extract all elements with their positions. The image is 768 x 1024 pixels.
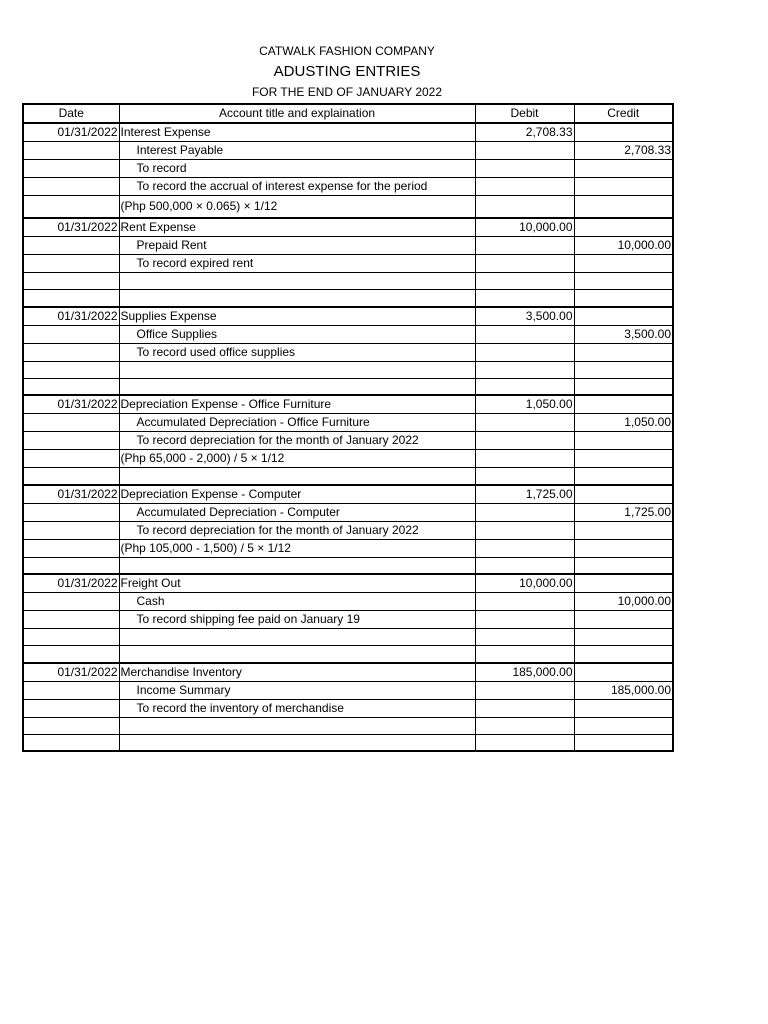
- cell-date: [23, 468, 119, 485]
- table-row: [23, 218, 673, 237]
- cell-date: 01/31/2022: [23, 395, 119, 414]
- cell-account: [119, 629, 475, 646]
- table-row: [23, 196, 673, 219]
- period-subtitle: FOR THE END OF JANUARY 2022: [251, 85, 443, 99]
- column-header-account: Account title and explaination: [119, 104, 475, 123]
- cell-debit: [475, 629, 574, 646]
- cell-account: [119, 468, 475, 485]
- cell-credit: [574, 574, 673, 593]
- cell-account: [119, 734, 475, 751]
- cell-credit: [574, 290, 673, 307]
- cell-account: Accumulated Depreciation - Office Furniture: [119, 414, 475, 432]
- cell-account: Interest Expense: [119, 123, 475, 142]
- cell-credit: 2,708.33: [574, 142, 673, 160]
- cell-debit: 2,708.33: [475, 123, 574, 142]
- cell-credit: [574, 734, 673, 751]
- cell-debit: [475, 255, 574, 273]
- table-row: [23, 273, 673, 290]
- cell-credit: [574, 663, 673, 682]
- cell-date: [23, 255, 119, 273]
- cell-account: Merchandise Inventory: [119, 663, 475, 682]
- cell-date: [23, 629, 119, 646]
- table-row: [23, 663, 673, 682]
- table-row: [23, 432, 673, 450]
- cell-debit: [475, 343, 574, 361]
- cell-account: To record shipping fee paid on January 19: [119, 611, 475, 629]
- cell-date: [23, 160, 119, 178]
- cell-credit: [574, 450, 673, 468]
- cell-credit: [574, 218, 673, 237]
- cell-credit: [574, 611, 673, 629]
- cell-account: Freight Out: [119, 574, 475, 593]
- cell-debit: [475, 237, 574, 255]
- cell-date: [23, 611, 119, 629]
- cell-debit: 10,000.00: [475, 574, 574, 593]
- table-row: [23, 485, 673, 504]
- cell-account: [119, 557, 475, 574]
- table-row: [23, 178, 673, 196]
- table-row: [23, 414, 673, 432]
- cell-debit: [475, 361, 574, 378]
- cell-credit: [574, 557, 673, 574]
- cell-account: To record the inventory of merchandise: [119, 699, 475, 717]
- cell-debit: [475, 432, 574, 450]
- cell-date: 01/31/2022: [23, 307, 119, 326]
- cell-date: [23, 378, 119, 395]
- column-header-date: Date: [23, 104, 119, 123]
- cell-debit: [475, 468, 574, 485]
- cell-date: [23, 699, 119, 717]
- cell-date: [23, 521, 119, 539]
- cell-debit: 1,725.00: [475, 485, 574, 504]
- table-row: [23, 450, 673, 468]
- table-row: [23, 557, 673, 574]
- cell-date: [23, 142, 119, 160]
- cell-debit: [475, 734, 574, 751]
- cell-credit: [574, 343, 673, 361]
- cell-account: [119, 290, 475, 307]
- cell-account: To record the accrual of interest expense for the period: [119, 178, 475, 196]
- cell-account: Cash: [119, 593, 475, 611]
- cell-date: [23, 503, 119, 521]
- cell-credit: [574, 539, 673, 557]
- cell-debit: [475, 646, 574, 663]
- cell-account: (Php 500,000 × 0.065) × 1/12: [119, 196, 475, 219]
- cell-account: Depreciation Expense - Computer: [119, 485, 475, 504]
- cell-date: [23, 273, 119, 290]
- table-row: [23, 361, 673, 378]
- table-row: [23, 378, 673, 395]
- table-row: [23, 325, 673, 343]
- table-row: [23, 142, 673, 160]
- cell-debit: [475, 521, 574, 539]
- cell-credit: [574, 468, 673, 485]
- cell-date: [23, 593, 119, 611]
- cell-debit: [475, 539, 574, 557]
- cell-date: [23, 196, 119, 219]
- table-row: [23, 574, 673, 593]
- table-row: [23, 503, 673, 521]
- document-title: ADUSTING ENTRIES: [273, 63, 421, 80]
- cell-credit: [574, 521, 673, 539]
- cell-debit: [475, 273, 574, 290]
- cell-debit: [475, 142, 574, 160]
- cell-account: Depreciation Expense - Office Furniture: [119, 395, 475, 414]
- cell-account: [119, 378, 475, 395]
- table-row: [23, 290, 673, 307]
- cell-credit: [574, 160, 673, 178]
- cell-credit: [574, 395, 673, 414]
- table-row: [23, 307, 673, 326]
- cell-date: [23, 681, 119, 699]
- column-header-debit: Debit: [475, 104, 574, 123]
- cell-account: (Php 105,000 - 1,500) / 5 × 1/12: [119, 539, 475, 557]
- cell-debit: 1,050.00: [475, 395, 574, 414]
- cell-date: [23, 432, 119, 450]
- cell-debit: [475, 593, 574, 611]
- cell-date: [23, 361, 119, 378]
- cell-credit: [574, 273, 673, 290]
- cell-account: [119, 646, 475, 663]
- table-row: [23, 395, 673, 414]
- table-row: [23, 646, 673, 663]
- cell-credit: [574, 178, 673, 196]
- cell-date: [23, 450, 119, 468]
- cell-credit: 1,725.00: [574, 503, 673, 521]
- table-row: [23, 611, 673, 629]
- cell-debit: [475, 557, 574, 574]
- cell-debit: [475, 196, 574, 219]
- cell-credit: [574, 646, 673, 663]
- cell-credit: 185,000.00: [574, 681, 673, 699]
- cell-date: 01/31/2022: [23, 485, 119, 504]
- cell-debit: [475, 450, 574, 468]
- table-row: [23, 237, 673, 255]
- cell-date: [23, 178, 119, 196]
- cell-account: (Php 65,000 - 2,000) / 5 × 1/12: [119, 450, 475, 468]
- cell-date: [23, 717, 119, 734]
- cell-account: [119, 361, 475, 378]
- table-row: [23, 160, 673, 178]
- table-row: [23, 255, 673, 273]
- cell-account: [119, 717, 475, 734]
- cell-debit: [475, 699, 574, 717]
- cell-account: Interest Payable: [119, 142, 475, 160]
- cell-date: 01/31/2022: [23, 663, 119, 682]
- cell-credit: 3,500.00: [574, 325, 673, 343]
- cell-date: 01/31/2022: [23, 574, 119, 593]
- cell-date: [23, 325, 119, 343]
- cell-credit: [574, 361, 673, 378]
- table-row: [23, 629, 673, 646]
- cell-date: [23, 646, 119, 663]
- cell-debit: 3,500.00: [475, 307, 574, 326]
- cell-account: Office Supplies: [119, 325, 475, 343]
- cell-account: To record: [119, 160, 475, 178]
- cell-debit: [475, 378, 574, 395]
- cell-debit: [475, 160, 574, 178]
- cell-date: 01/31/2022: [23, 123, 119, 142]
- cell-account: Prepaid Rent: [119, 237, 475, 255]
- cell-debit: [475, 414, 574, 432]
- cell-debit: 185,000.00: [475, 663, 574, 682]
- cell-debit: [475, 611, 574, 629]
- adjusting-entries-table: [22, 103, 674, 752]
- table-row: [23, 123, 673, 142]
- cell-debit: [475, 178, 574, 196]
- table-row: [23, 521, 673, 539]
- cell-date: 01/31/2022: [23, 218, 119, 237]
- table-row: [23, 734, 673, 751]
- table-row: [23, 699, 673, 717]
- cell-date: [23, 557, 119, 574]
- cell-debit: [475, 681, 574, 699]
- cell-account: Supplies Expense: [119, 307, 475, 326]
- cell-account: Accumulated Depreciation - Computer: [119, 503, 475, 521]
- cell-account: To record depreciation for the month of January 2022: [119, 432, 475, 450]
- table-row: [23, 539, 673, 557]
- table-row: [23, 681, 673, 699]
- cell-credit: [574, 629, 673, 646]
- cell-date: [23, 539, 119, 557]
- table-row: [23, 468, 673, 485]
- column-header-credit: Credit: [574, 104, 673, 123]
- table-row: [23, 593, 673, 611]
- cell-debit: [475, 325, 574, 343]
- cell-debit: 10,000.00: [475, 218, 574, 237]
- cell-debit: [475, 503, 574, 521]
- cell-credit: 1,050.00: [574, 414, 673, 432]
- cell-date: [23, 414, 119, 432]
- table-body: [23, 123, 673, 751]
- cell-account: To record used office supplies: [119, 343, 475, 361]
- table-row: [23, 717, 673, 734]
- table-header-row: [23, 104, 673, 123]
- cell-account: To record depreciation for the month of January 2022: [119, 521, 475, 539]
- cell-debit: [475, 717, 574, 734]
- cell-credit: [574, 699, 673, 717]
- cell-credit: 10,000.00: [574, 593, 673, 611]
- cell-credit: [574, 123, 673, 142]
- cell-credit: 10,000.00: [574, 237, 673, 255]
- cell-debit: [475, 290, 574, 307]
- company-name: CATWALK FASHION COMPANY: [259, 44, 435, 58]
- cell-date: [23, 343, 119, 361]
- table-row: [23, 343, 673, 361]
- cell-credit: [574, 196, 673, 219]
- cell-date: [23, 290, 119, 307]
- cell-date: [23, 237, 119, 255]
- cell-account: To record expired rent: [119, 255, 475, 273]
- cell-account: Income Summary: [119, 681, 475, 699]
- cell-account: [119, 273, 475, 290]
- cell-credit: [574, 485, 673, 504]
- cell-credit: [574, 378, 673, 395]
- cell-account: Rent Expense: [119, 218, 475, 237]
- cell-credit: [574, 432, 673, 450]
- cell-date: [23, 734, 119, 751]
- cell-credit: [574, 255, 673, 273]
- cell-credit: [574, 717, 673, 734]
- cell-credit: [574, 307, 673, 326]
